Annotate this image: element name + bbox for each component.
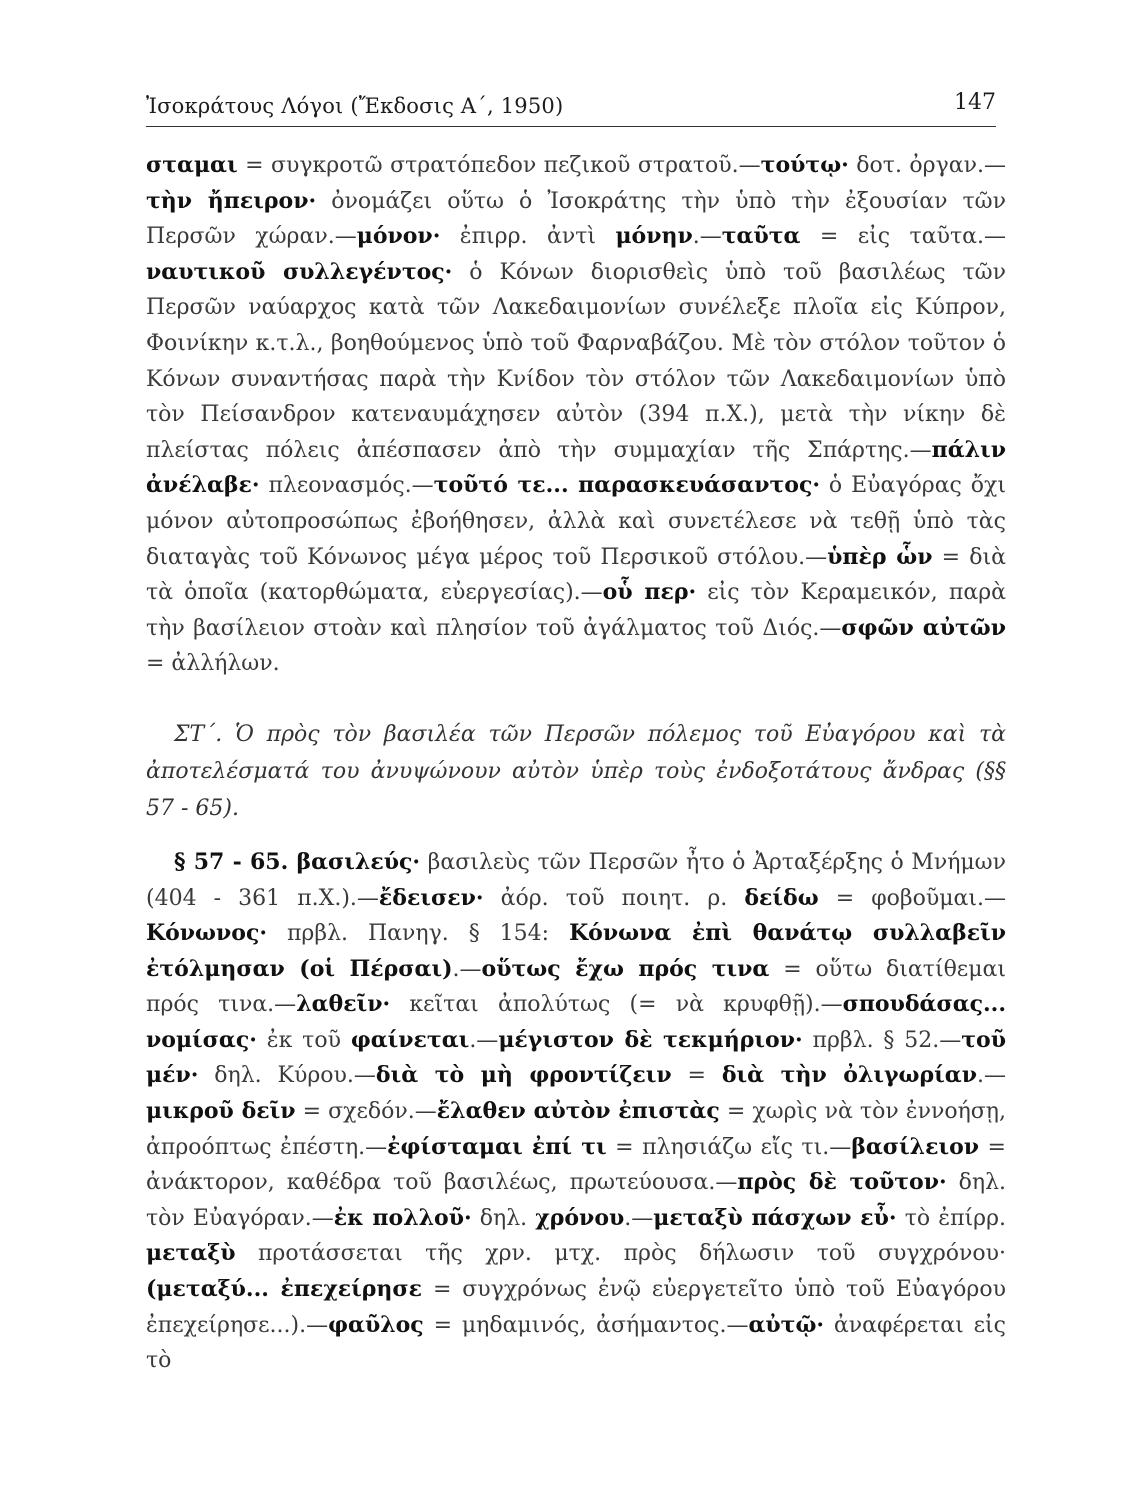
gloss-text: = πλησιάζω εἴς τι.—: [606, 1134, 852, 1160]
gloss-text: ὁ Εὐαγόρας ὄχι μόνον αὐτοπροσώπως ἐβοήθησεν, ἀλλὰ καὶ συνετέλεσε νὰ τεθῇ ὑπὸ τὰς διαταγὰς τοῦ Κόνωνος μέγα μέρος τοῦ Περσικοῦ στόλου.—: [146, 473, 1006, 570]
lemma-term: ἐκ πολλοῦ·: [333, 1204, 472, 1231]
running-header: [146, 92, 996, 127]
lemma-term: χρόνου: [535, 1204, 625, 1231]
lemma-term: πρὸς δὲ τοῦτον·: [737, 1169, 947, 1196]
lemma-term: μόνην: [615, 223, 693, 250]
lemma-term: τὴν ἤπειρον·: [146, 187, 317, 214]
gloss-text: .—: [692, 224, 722, 250]
lemma-term: Κόνωνα ἐπὶ θανάτῳ συλλαβεῖν ἐτόλμησαν (οἱ Πέρσαι): [146, 920, 1007, 982]
lemma-term: μέγιστον δὲ τεκμήριον·: [498, 1026, 803, 1053]
lemma-term: μικροῦ δεῖν: [146, 1098, 296, 1125]
gloss-text: δοτ. ὀργαν.—: [848, 153, 1006, 178]
gloss-text: δηλ. τὸν Εὐαγόραν.—: [146, 1170, 1007, 1231]
gloss-text: εἰς τὸν Κεραμεικόν, παρὰ τὴν βασίλειον στοὰν καὶ πλησίον τοῦ ἀγάλματος τοῦ Διός.—: [146, 580, 1006, 641]
gloss-text: τὸ ἐπίρρ.: [896, 1205, 1007, 1231]
gloss-text: = οὕτω διατίθεμαι πρός τινα.—: [146, 956, 1006, 1018]
gloss-text: .—: [469, 1027, 499, 1053]
gloss-text: ἀόρ. τοῦ ποιητ. ρ.: [483, 885, 745, 911]
gloss-text: = μηδαμινός, ἀσήμαντος.—: [423, 1312, 749, 1338]
gloss-text: ὀνομάζει οὕτω ὁ Ἰσοκράτης τὴν ὑπὸ τὴν ἐξουσίαν τῶν Περσῶν χώραν.—: [146, 188, 1006, 250]
commentary-paragraph-1: [146, 148, 1006, 682]
lemma-term: τοῦτό τε... παρασκευάσαντος·: [433, 472, 821, 499]
lemma-term: σφῶν αὐτῶν: [841, 614, 1006, 641]
gloss-text: = ἀνάκτορον, καθέδρα τοῦ βασιλέως, πρωτεύουσα.—: [146, 1134, 1006, 1196]
lemma-term: ἔδεισεν·: [378, 884, 484, 911]
gloss-text: ἐπιρρ. ἀντὶ: [440, 224, 616, 250]
gloss-text: πρβλ. Πανηγ. § 154:: [267, 921, 570, 947]
page-number: 147: [954, 90, 996, 115]
section-heading: ΣΤ΄. Ὁ πρὸς τὸν βασιλέα τῶν Περσῶν πόλεμος τοῦ Εὐαγόρου καὶ τὰ ἀποτελέσματά του ἀνυψώνουν αὐτὸν ὑπὲρ τοὺς ἐνδοξοτάτους ἄνδρας (§§ 57 - 65).: [146, 721, 1006, 821]
gloss-text: = φοβοῦμαι.—: [818, 885, 1007, 911]
lemma-term: φαίνεται: [350, 1026, 470, 1053]
lemma-term: σπουδάσας... νομίσας·: [146, 991, 1006, 1053]
lemma-term: τοῦ μέν·: [146, 1026, 1006, 1089]
gloss-text: = εἰς ταῦτα.—: [800, 224, 1006, 250]
gloss-text: κεῖται ἀπολύτως (= νὰ κρυφθῇ).—: [390, 992, 843, 1018]
gloss-text: πλεονασμός.—: [259, 473, 434, 499]
lemma-term: οὗ περ·: [602, 579, 697, 606]
gloss-text: ἀναφέρεται εἰς τὸ: [146, 1312, 1006, 1374]
lemma-term: (μεταξύ... ἐπεχείρησε: [146, 1276, 423, 1303]
lemma-term: λαθεῖν·: [296, 991, 391, 1018]
lemma-term: αὐτῷ·: [748, 1311, 825, 1338]
gloss-text: πρβλ. § 52.—: [802, 1027, 962, 1053]
lemma-term: ἐφίσταμαι ἐπί τι: [387, 1133, 607, 1160]
lemma-term: ναυτικοῦ συλλεγέντος·: [146, 258, 453, 285]
lemma-term: οὕτως ἔχω πρός τινα: [481, 955, 770, 982]
lemma-term: τούτῳ·: [760, 152, 849, 178]
gloss-text: = συγκροτῶ στρατόπεδον πεζικοῦ στρατοῦ.—: [237, 153, 761, 178]
gloss-text: = συγχρόνως ἐνῷ εὐεργετεῖτο ὑπὸ τοῦ Εὐαγόρου ἐπεχείρησε...).—: [146, 1277, 1006, 1338]
lemma-term: μόνον·: [356, 223, 441, 250]
gloss-text: .—: [976, 1063, 1006, 1089]
gloss-text: =: [671, 1063, 722, 1089]
gloss-text: = σχεδόν.—: [295, 1099, 437, 1125]
lemma-term: φαῦλος: [328, 1311, 424, 1338]
lemma-term: § 57 - 65. βασιλεύς·: [174, 848, 421, 875]
gloss-text: δηλ.: [471, 1205, 536, 1231]
lemma-term: ἔλαθεν αὐτὸν ἐπιστὰς: [436, 1098, 720, 1125]
gloss-text: .—: [624, 1205, 654, 1231]
lemma-term: μεταξὺ πάσχων εὖ·: [653, 1204, 897, 1231]
gloss-text: δηλ. Κύρου.—: [198, 1063, 376, 1089]
gloss-text: ἐκ τοῦ: [256, 1027, 351, 1053]
gloss-text: = ἀλλήλων.: [146, 651, 280, 677]
lemma-term: ταῦτα: [721, 223, 801, 250]
running-title: Ἰσοκράτους Λόγοι (Ἔκδοσις Α΄, 1950): [146, 94, 564, 118]
lemma-term: διὰ τὸ μὴ φροντίζειν: [375, 1062, 672, 1089]
lemma-term: βασίλειον: [851, 1133, 980, 1160]
gloss-text: βασιλεὺς τῶν Περσῶν ἦτο ὁ Ἀρταξέρξης ὁ Μνήμων (404 - 361 π.Χ.).—: [146, 849, 1006, 911]
lemma-term: σταμαι: [146, 152, 238, 178]
lemma-term: μεταξὺ: [146, 1240, 236, 1267]
lemma-term: δείδω: [744, 884, 819, 911]
gloss-text: προτάσσεται τῆς χρν. μτχ. πρὸς δήλωσιν τοῦ συγχρόνου·: [235, 1241, 1006, 1267]
lemma-term: πάλιν ἀνέλαβε·: [146, 436, 1006, 499]
commentary-paragraph-2: [146, 845, 1006, 1379]
lemma-term: διὰ τὴν ὀλιγωρίαν: [721, 1062, 977, 1089]
lemma-term: Κόνωνος·: [146, 920, 267, 947]
lemma-term: ὑπὲρ ὧν: [827, 543, 933, 570]
body-text: [146, 148, 1006, 1379]
gloss-text: = διὰ τὰ ὁποῖα (κατορθώματα, εὐεργεσίας).—: [146, 544, 1006, 606]
gloss-text: ὁ Κόνων διορισθεὶς ὑπὸ τοῦ βασιλέως τῶν Περσῶν ναύαρχος κατὰ τῶν Λακεδαιμονίων συνέλεξε πλοῖα εἰς Κύπρον, Φοινίκην κ.τ.λ., βοηθούμενος ὑπὸ τοῦ Φαρναβάζου. Μὲ τὸν στόλον τοῦτον ὁ Κόνων συναντήσας παρὰ τὴν Κνίδον τὸν στόλον τῶν Λακεδαιμονίων ὑπὸ τὸν Πείσανδρον κατεναυμάχησεν αὐτὸν (394 π.Χ.), μετὰ τὴν νίκην δὲ πλείστας πόλεις ἀπέσπασεν ἀπὸ τὴν συμμαχίαν τῆς Σπάρτης.—: [146, 259, 1006, 463]
gloss-text: = χωρὶς νὰ τὸν ἐννοήσῃ, ἀπροόπτως ἐπέστη.—: [146, 1099, 1006, 1160]
gloss-text: .—: [452, 956, 482, 982]
